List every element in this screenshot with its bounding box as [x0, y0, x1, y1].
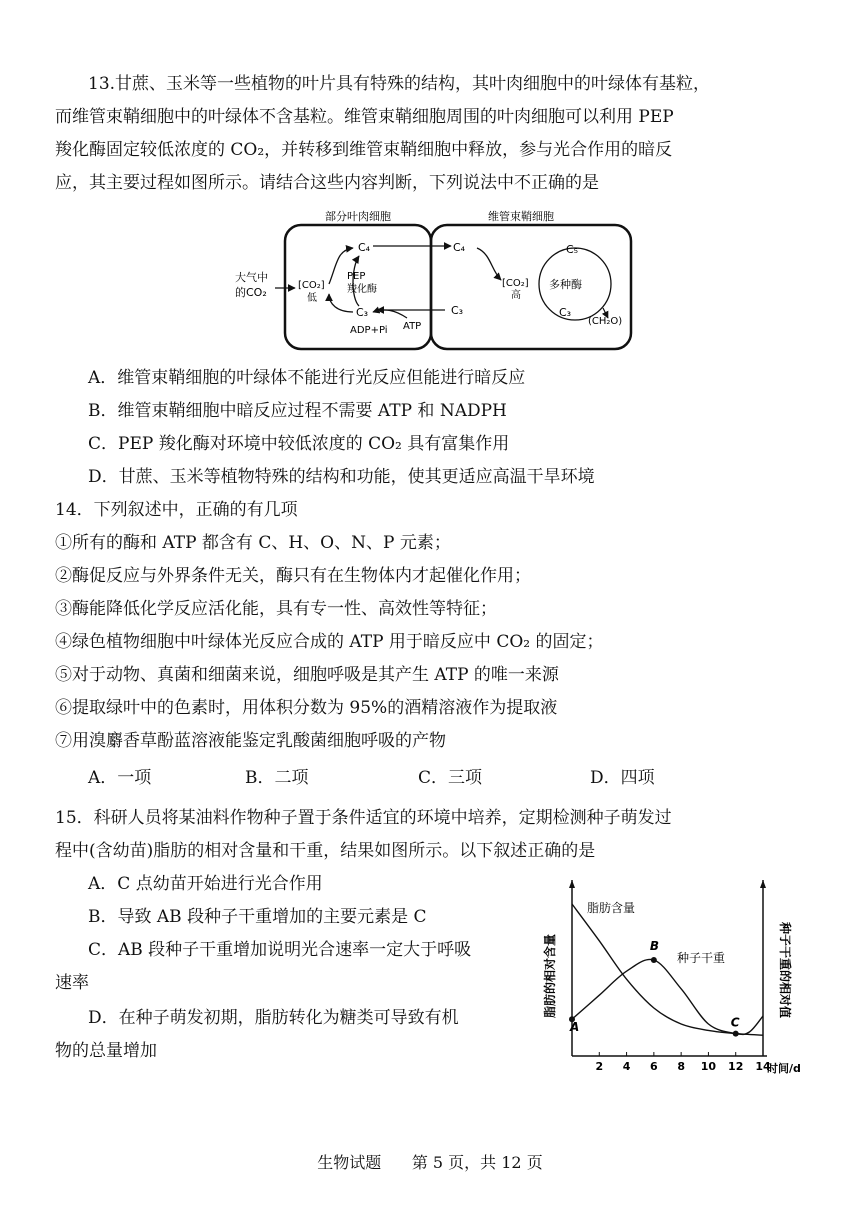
q14-item-3: ③酶能降低化学反应活化能，具有专一性、高效性等特征； [55, 599, 497, 619]
q14-item-2: ②酶促反应与外界条件无关，酶只有在生物体内才起催化作用； [55, 566, 531, 586]
fat-dry-weight-chart [545, 876, 810, 1076]
x-tick-label: 12 [728, 1060, 744, 1073]
pep-label-1: PEP [347, 271, 366, 282]
q14-item-7: ⑦用溴麝香草酚蓝溶液能鉴定乳酸菌细胞呼吸的产物 [55, 731, 446, 751]
co2-low-label-1: [CO₂] [298, 280, 325, 291]
x-axis-label: 时间/d [767, 1062, 801, 1075]
q14-option-b: B．二项 [245, 768, 309, 788]
q14-option-a: A．一项 [88, 768, 152, 788]
atmosphere-co2-label-2: 的CO₂ [235, 286, 267, 299]
x-tick-label: 2 [595, 1060, 604, 1073]
c4-left-label: C₄ [358, 241, 371, 254]
co2-high-label-1: [CO₂] [502, 278, 529, 289]
point-c-label: C [730, 1015, 740, 1030]
q14-option-c: C．三项 [418, 768, 483, 788]
footer-subject: 生物试题 [317, 1153, 382, 1172]
q14-stem: 14．下列叙述中，正确的有几项 [55, 500, 298, 520]
x-tick-label: 10 [700, 1060, 717, 1073]
q15-option-b: B．导致 AB 段种子干重增加的主要元素是 C [88, 907, 427, 927]
c3-right-label: C₃ [451, 304, 464, 317]
left-y-label: 脂肪的相对含量 [543, 933, 557, 1019]
q13-stem-line-1: 13.甘蔗、玉米等一些植物的叶片具有特殊的结构，其叶肉细胞中的叶绿体有基粒， [88, 74, 711, 94]
q14-item-6: ⑥提取绿叶中的色素时，用体积分数为 95%的酒精溶液作为提取液 [55, 698, 558, 718]
q15-option-c: C．AB 段种子干重增加说明光合速率一定大于呼吸 [88, 940, 472, 960]
point-b-marker [651, 957, 657, 963]
c5-bottom-label: C₃ [559, 306, 572, 319]
ch2o-label: (CH₂O) [588, 316, 623, 327]
atp-label: ATP [403, 321, 422, 332]
footer-page-number: 第 5 页，共 12 页 [411, 1153, 543, 1172]
q15-option-d: D．在种子萌发初期，脂肪转化为糖类可导致有机 [88, 1008, 459, 1028]
x-tick-label: 14 [755, 1060, 771, 1073]
enzymes-label: 多种酶 [549, 278, 582, 291]
pep-label-2: 羧化酶 [347, 284, 377, 295]
co2-high-label-2: 高 [511, 290, 521, 301]
c3-left-label: C₃ [356, 306, 369, 319]
q15-option-d-cont: 物的总量增加 [55, 1041, 157, 1061]
q14-item-5: ⑤对于动物、真菌和细菌来说，细胞呼吸是其产生 ATP 的唯一来源 [55, 665, 559, 685]
point-a-label: A [570, 1020, 580, 1035]
x-tick-label: 6 [650, 1060, 658, 1073]
bundle-sheath-cell-title: 维管束鞘细胞 [488, 210, 554, 223]
q15-stem-line-2: 程中(含幼苗)脂肪的相对含量和干重，结果如图所示。以下叙述正确的是 [55, 841, 596, 861]
point-c-marker [733, 1031, 739, 1037]
q15-option-c-cont: 速率 [55, 973, 89, 993]
q14-item-4: ④绿色植物细胞中叶绿体光反应合成的 ATP 用于暗反应中 CO₂ 的固定； [55, 632, 604, 652]
q13-option-a: A．维管束鞘细胞的叶绿体不能进行光反应但能进行暗反应 [88, 368, 526, 388]
point-b-label: B [649, 939, 660, 953]
page-footer [0, 1150, 860, 1173]
co2-low-label-2: 低 [307, 293, 317, 304]
x-tick-label: 8 [677, 1060, 685, 1073]
q13-stem-line-3: 羧化酶固定较低浓度的 CO₂，并转移到维管束鞘细胞中释放，参与光合作用的暗反 [55, 140, 673, 160]
q13-option-c: C．PEP 羧化酶对环境中较低浓度的 CO₂ 具有富集作用 [88, 434, 510, 454]
fat-series-label: 脂肪含量 [587, 901, 636, 915]
q13-option-b: B．维管束鞘细胞中暗反应过程不需要 ATP 和 NADPH [88, 401, 507, 421]
x-tick-label: 4 [622, 1060, 631, 1073]
c3-top-label: C₅ [566, 243, 579, 256]
q14-item-1: ①所有的酶和 ATP 都含有 C、H、O、N、P 元素； [55, 533, 451, 553]
dry-weight-series-label: 种子干重 [677, 951, 726, 965]
q15-stem-line-1: 15．科研人员将某油料作物种子置于条件适宜的环境中培养，定期检测种子萌发过 [55, 808, 672, 828]
q13-option-d: D．甘蔗、玉米等植物特殊的结构和功能，使其更适应高温干旱环境 [88, 467, 595, 487]
c4-pathway-diagram [225, 208, 645, 356]
atmosphere-co2-label-1: 大气中 [235, 271, 268, 284]
q13-stem-line-2: 而维管束鞘细胞中的叶绿体不含基粒。维管束鞘细胞周围的叶肉细胞可以利用 PEP [55, 107, 674, 127]
mesophyll-cell-title: 部分叶肉细胞 [325, 210, 391, 223]
q13-stem-line-4: 应，其主要过程如图所示。请结合这些内容判断，下列说法中不正确的是 [55, 173, 599, 193]
c4-right-label: C₄ [453, 241, 466, 254]
q15-option-a: A．C 点幼苗开始进行光合作用 [88, 874, 323, 894]
adp-label: ADP+Pi [350, 325, 388, 336]
right-y-label: 种子干重的相对值 [778, 921, 792, 1019]
q14-option-d: D．四项 [590, 768, 655, 788]
